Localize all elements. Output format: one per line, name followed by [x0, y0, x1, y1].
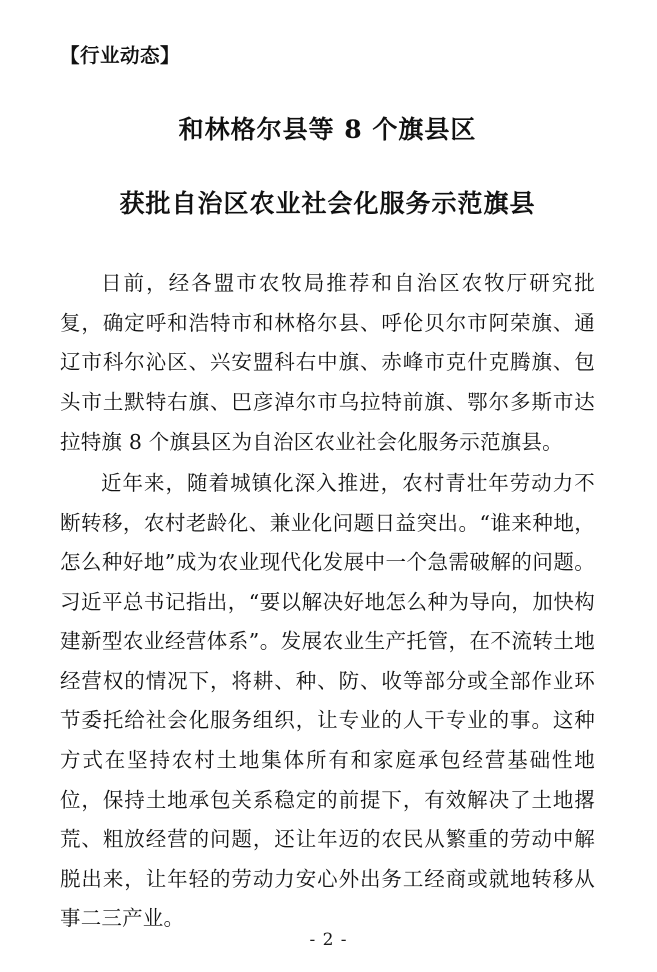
article-body	[60, 264, 595, 939]
page-title-line-1: 和林格尔县等 8 个旗县区	[178, 115, 477, 145]
paragraph: 近年来，随着城镇化深入推进，农村青壮年劳动力不断转移，农村老龄化、兼业化问题日益突出。“谁来种地，怎么种好地”成为农业现代化发展中一个急需破解的问题。习近平总书记指出，“要以解决好地怎么种为导向，加快构建新型农业经营体系”。发展农业生产托管，在不流转土地经营权的情况下，将耕、种、防、收等部分或全部作业环节委托给社会化服务组织，让专业的人干专业的事。这种方式在坚持农村土地集体所有和家庭承包经营基础性地位，保持土地承包关系稳定的前提下，有效解决了土地撂荒、粗放经营的问题，还让年迈的农民从繁重的劳动中解脱出来，让年轻的劳动力安心外出务工经商或就地转移从事二三产业。	[60, 471, 595, 931]
page-number: - 2 -	[309, 930, 348, 950]
paragraph: 日前，经各盟市农牧局推荐和自治区农牧厅研究批复，确定呼和浩特市和林格尔县、呼伦贝尔市阿荣旗、通辽市科尔沁区、兴安盟科右中旗、赤峰市克什克腾旗、包头市土默特右旗、巴彦淖尔市乌拉特前旗、鄂尔多斯市达拉特旗 8 个旗县区为自治区农业社会化服务示范旗县。	[60, 271, 595, 454]
page-title-line-2: 获批自治区农业社会化服务示范旗县	[119, 188, 536, 218]
category-tag: 【行业动态】	[60, 44, 181, 67]
